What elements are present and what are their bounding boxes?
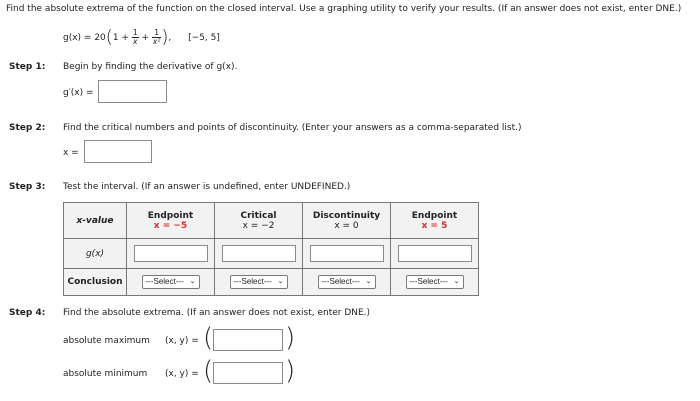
fraction-1-over-x: $\frac{1}{x}$ xyxy=(132,28,138,46)
min-xy-label: (x, y) = xyxy=(165,369,199,379)
chevron-down-icon: ⌄ xyxy=(365,278,372,285)
function-interval: [−5, 5] xyxy=(188,33,220,43)
col-endpoint-left xyxy=(127,203,215,239)
col-critical xyxy=(215,203,303,239)
step4-label: Step 4: xyxy=(9,308,46,318)
col-name: Endpoint xyxy=(411,210,458,221)
row-header-g: g(x) xyxy=(64,239,127,269)
chevron-down-icon: ⌄ xyxy=(277,278,284,285)
function-one: 1 + xyxy=(112,33,129,43)
step1-answer-label: g′(x) = xyxy=(63,88,94,98)
col-name: Endpoint xyxy=(147,210,194,221)
col-value: x = 0 xyxy=(334,220,359,231)
fraction-1-over-x2: $\frac{1}{\text{x²}}$ xyxy=(152,28,161,46)
step2-label: Step 2: xyxy=(9,123,46,133)
absolute-maximum-label: absolute maximum xyxy=(63,336,150,346)
function-trail: , xyxy=(168,33,172,43)
col-endpoint-right xyxy=(391,203,479,239)
derivative-input[interactable] xyxy=(98,80,167,103)
min-left-paren: ( xyxy=(203,356,214,386)
step2-answer-label: x = xyxy=(63,148,79,158)
conclusion-select-endpoint-left[interactable]: ---Select--- ⌄ xyxy=(142,275,200,289)
chevron-down-icon: ⌄ xyxy=(453,278,460,285)
col-value: x = 5 xyxy=(421,220,448,231)
right-paren: ) xyxy=(161,26,169,48)
function-expression xyxy=(63,28,220,48)
absolute-maximum-input[interactable] xyxy=(213,329,283,351)
step4-text: Find the absolute extrema. (If an answer does not exist, enter DNE.) xyxy=(63,308,371,318)
step1-label: Step 1: xyxy=(9,62,46,72)
max-right-paren: ) xyxy=(285,323,296,353)
step3-label: Step 3: xyxy=(9,182,46,192)
step1-text: Begin by finding the derivative of g(x). xyxy=(63,62,238,72)
instructions-text: Find the absolute extrema of the function on the closed interval. Use a graphing utility to verify your results. (If an answer does not exist, enter DNE.) xyxy=(6,4,682,14)
row-header-x-value: x-value xyxy=(64,203,127,239)
left-paren: ( xyxy=(105,26,113,48)
col-discontinuity xyxy=(303,203,391,239)
g-value-input-endpoint-left[interactable] xyxy=(134,245,208,262)
max-left-paren: ( xyxy=(203,323,214,353)
col-name: Critical xyxy=(240,210,277,221)
chevron-down-icon: ⌄ xyxy=(189,278,196,285)
col-value: x = −2 xyxy=(242,220,275,231)
absolute-minimum-input[interactable] xyxy=(213,362,283,384)
conclusion-select-endpoint-right[interactable]: ---Select--- ⌄ xyxy=(406,275,464,289)
function-plus: + xyxy=(141,33,150,43)
step3-text: Test the interval. (If an answer is undefined, enter UNDEFINED.) xyxy=(63,182,351,192)
conclusion-select-critical[interactable]: ---Select--- ⌄ xyxy=(230,275,288,289)
step2-text: Find the critical numbers and points of discontinuity. (Enter your answers as a comma-separated list.) xyxy=(63,123,522,133)
col-name: Discontinuity xyxy=(312,210,381,221)
min-right-paren: ) xyxy=(285,356,296,386)
test-interval-table xyxy=(63,202,479,296)
g-value-input-discontinuity[interactable] xyxy=(310,245,384,262)
critical-numbers-input[interactable] xyxy=(84,140,152,163)
g-value-input-critical[interactable] xyxy=(222,245,296,262)
g-value-input-endpoint-right[interactable] xyxy=(398,245,472,262)
absolute-minimum-label: absolute minimum xyxy=(63,369,148,379)
col-value: x = −5 xyxy=(153,220,188,231)
function-lhs: g(x) = 20 xyxy=(63,33,106,43)
row-header-conclusion: Conclusion xyxy=(64,269,127,296)
conclusion-select-discontinuity[interactable]: ---Select--- ⌄ xyxy=(318,275,376,289)
max-xy-label: (x, y) = xyxy=(165,336,199,346)
